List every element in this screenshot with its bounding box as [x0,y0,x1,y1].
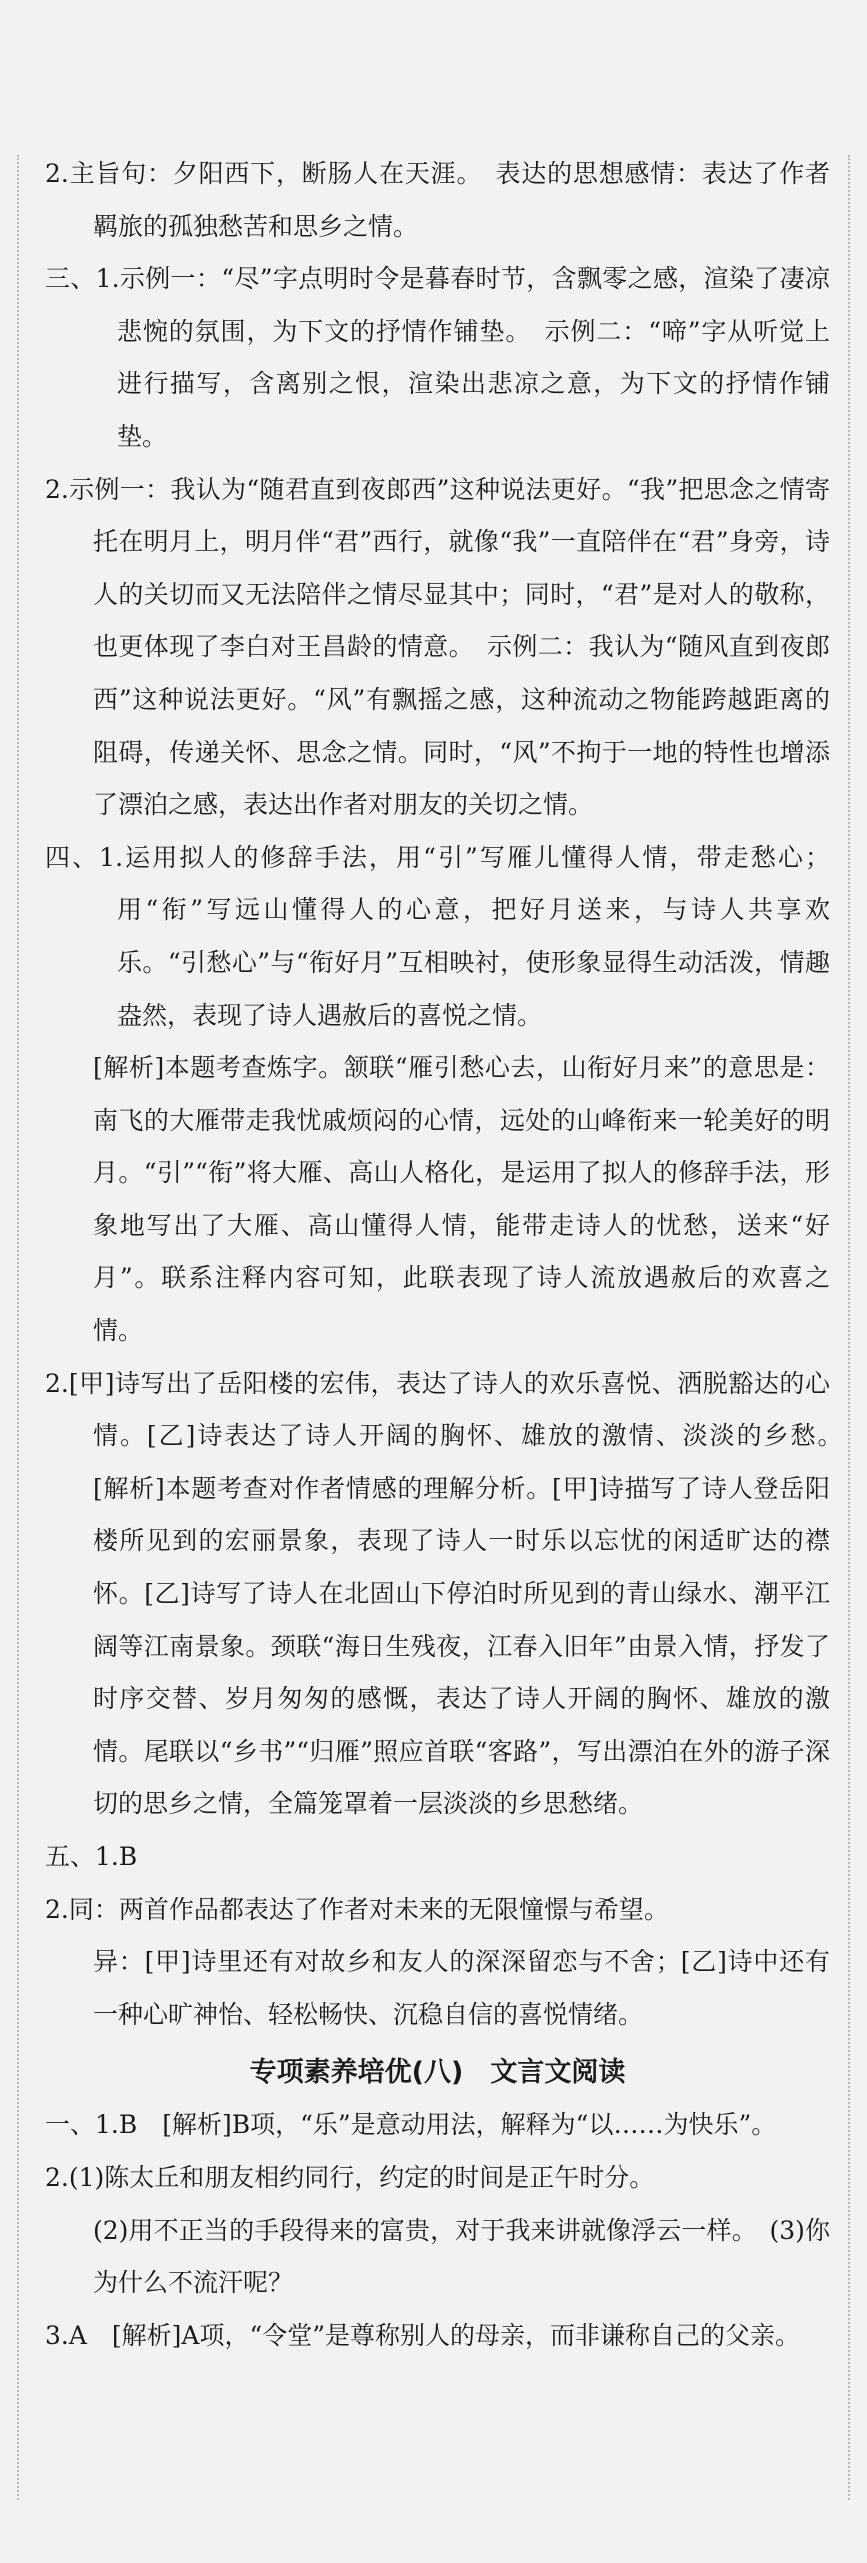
analysis-4-1: [解析]本题考查炼字。颔联“雁引愁心去，山衔好月来”的意思是：南飞的大雁带走我忧戚烦闷的心情，远处的山峰衔来一轮美好的明月。“引”“衔”将大雁、高山人格化，是运用了拟人的修辞手法，形象地写出了大雁、高山懂得人情，能带走诗人的忧愁，送来“好月”。联系注释内容可知，此联表现了诗人流放遇赦后的欢喜之情。 [93,1053,830,1346]
answer-item-2-theme: 2.主旨句：夕阳西下，断肠人在天涯。 表达的思想感情：表达了作者羁旅的孤独愁苦和思乡之情。 [45,159,830,241]
answer-item-classical-3: 3.A [解析]A项，“令堂”是尊称别人的母亲，而非谦称自己的父亲。 [45,2320,801,2350]
answer-item-5-2-same: 2.同：两首作品都表达了作者对未来的无限憧憬与希望。 [45,1894,669,1924]
section-title: 专项素养培优(八) 文言文阅读 [249,2057,626,2089]
left-margin-rule [17,155,19,2500]
answer-item-4-2: 2.[甲]诗写出了岳阳楼的宏伟，表达了诗人的欢乐喜悦、洒脱豁达的心情。[乙]诗表达了诗人开阔的胸怀、雄放的激情、淡淡的乡愁。 [解析]本题考查对作者情感的理解分析。[甲]诗描写了诗人登岳阳楼所见到的宏丽景象，表现了诗人一时乐以忘忧的闲适旷达的襟怀。[乙]诗写了诗人在北固山下停泊时所见到的青山绿水、潮平江阔等江南景象。颈联“海日生残夜，江春入旧年”由景入情，抒发了时序交替、岁月匆匆的感慨，表达了诗人开阔的胸怀、雄放的激情。尾联以“乡书”“归雁”照应首联“客路”，写出漂泊在外的游子深切的思乡之情，全篇笼罩着一层淡淡的乡思愁绪。 [45,1368,856,1819]
answer-content [45,148,856,2362]
answer-item-classical-2-2: (2)用不正当的手段得来的富贵，对于我来讲就像浮云一样。 (3)你为什么不流汗呢？ [93,2215,830,2298]
right-margin-rule [848,155,850,2500]
answer-item-classical-2-1: 2.(1)陈太丘和朋友相约同行，约定的时间是正午时分。 [45,2162,655,2192]
answer-item-3-2: 2.示例一：我认为“随君直到夜郎西”这种说法更好。“我”把思念之情寄托在明月上，明月伴“君”西行，就像“我”一直陪伴在“君”身旁，诗人的关切而又无法陪伴之情尽显其中；同时，“君”是对人的敬称，也更体现了李白对王昌龄的情意。 示例二：我认为“随风直到夜郎西”这种说法更好。“风”有飘摇之感，这种流动之物能跨越距离的阻碍，传递关怀、思念之情。同时，“风”不拘于一地的特性也增添了漂泊之感，表达出作者对朋友的关切之情。 [45,474,830,820]
answer-item-5-1: 五、1.B [45,1842,138,1871]
answer-item-4-1: 四、1.运用拟人的修辞手法，用“引”写雁儿懂得人情，带走愁心；用“衔”写远山懂得人的心意，把好月送来，与诗人共享欢乐。“引愁心”与“衔好月”互相映衬，使形象显得生动活泼，情趣盎然，表现了诗人遇赦后的喜悦之情。 [45,842,830,1030]
answer-item-classical-1: 一、1.B [解析]B项，“乐”是意动用法，解释为“以……为快乐”。 [45,2110,777,2140]
answer-item-3-1: 三、1.示例一：“尽”字点明时令是暮春时节，含飘零之感，渲染了凄凉悲惋的氛围，为下文的抒情作铺垫。 示例二：“啼”字从听觉上进行描写，含离别之恨，渲染出悲凉之意，为下文的抒情作铺垫。 [45,264,830,451]
answer-item-5-2-diff: 异：[甲]诗里还有对故乡和友人的深深留恋与不舍；[乙]诗中还有一种心旷神怡、轻松畅快、沉稳自信的喜悦情绪。 [93,1947,830,2029]
